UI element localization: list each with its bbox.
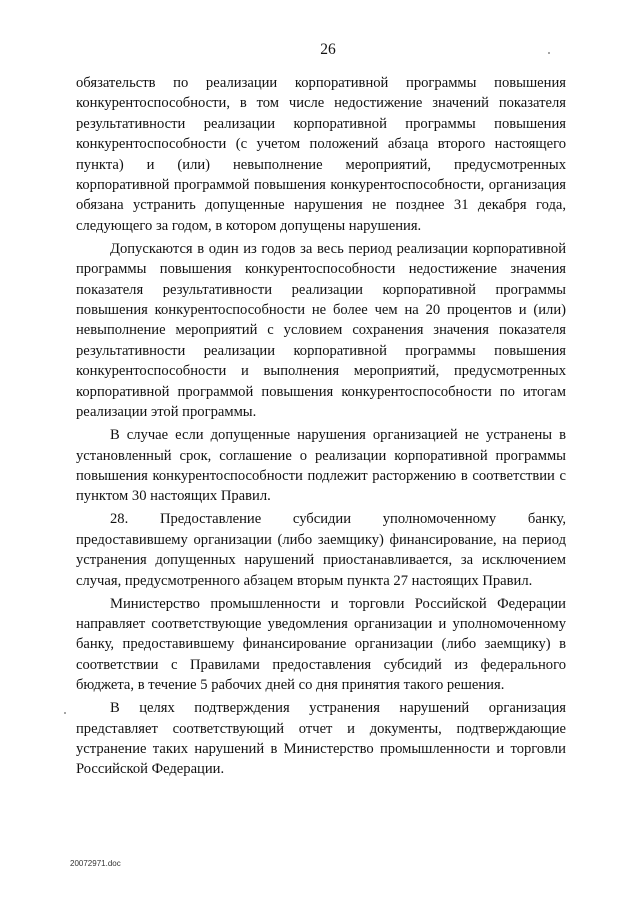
- paragraph-ministry-notice: Министерство промышленности и торговли Российской Федерации направляет соответствующие уведомления организации и уполномоченному банку, предоставившему финансирование организации (либо заемщику) в соответствии с Правилами предоставления субсидий из федерального бюджета, в течение 5 рабочих дней со дня принятия такого решения.: [76, 595, 566, 694]
- paragraph-continuation: обязательств по реализации корпоративной программы повышения конкурентоспособности, в том числе недостижение значений показателя результативности реализации корпоративной программы повышения конкурентоспособности (с учетом положений абзаца второго настоящего пункта) и (или) невыполнение мероприятий, предусмотренных корпоративной программой повышения конкурентоспособности, организация обязана устранить допущенные нарушения не позднее 31 декабря года, следующего за годом, в котором допущены нарушения.: [76, 75, 566, 234]
- scan-speck: [64, 712, 66, 714]
- scan-speck: [548, 52, 550, 54]
- page-number: 26: [320, 41, 336, 58]
- paragraph-confirmation: В целях подтверждения устранения нарушений организация представляет соответствующий отчет и документы, подтверждающие устранение таких нарушений в Министерство промышленности и торговли Российской Федерации.: [76, 700, 566, 778]
- paragraph-allowance: Допускаются в один из годов за весь период реализации корпоративной программы повышения конкурентоспособности недостижение значения показателя результативности реализации корпоративной программы повышения конкурентоспособности не более чем на 20 процентов и (или) невыполнение мероприятий с условием сохранения значения показателя результативности реализации корпоративной программы повышения конкурентоспособности и выполнения мероприятий, предусмотренных корпоративной программой повышения конкурентоспособности по итогам реализации этой программы.: [76, 240, 566, 421]
- paragraph-termination: В случае если допущенные нарушения организацией не устранены в установленный срок, соглашение о реализации корпоративной программы повышения конкурентоспособности подлежит расторжению в соответствии с пунктом 30 настоящих Правил.: [76, 427, 566, 505]
- document-body: [76, 73, 566, 780]
- paragraph-clause-28: 28. Предоставление субсидии уполномоченному банку, предоставившему организации (либо заемщику) финансирование, на период устранения допущенных нарушений приостанавливается, за исключением случая, предусмотренного абзацем вторым пункта 27 настоящих Правил.: [76, 511, 566, 589]
- footer-file-code: 20072971.doc: [70, 859, 121, 868]
